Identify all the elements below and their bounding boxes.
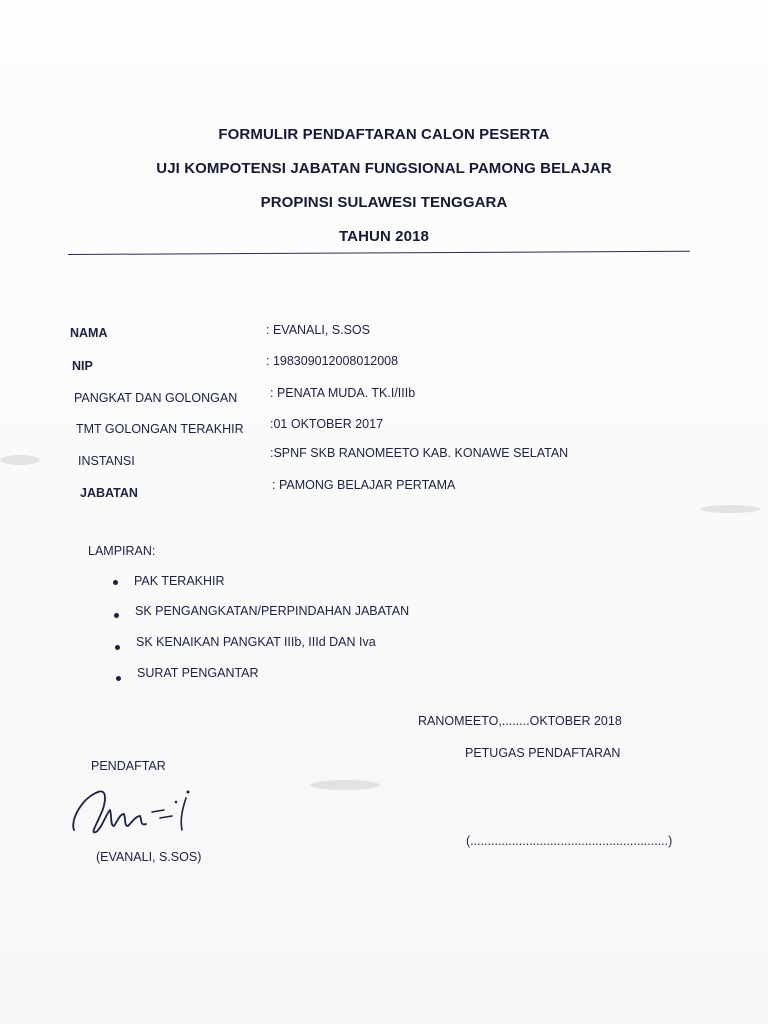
bullet-icon <box>113 580 118 585</box>
form-title-line-1: FORMULIR PENDAFTARAN CALON PESERTA <box>218 126 550 143</box>
officer-signature-blank: (.........................................................) <box>466 834 673 848</box>
lampiran-heading: LAMPIRAN: <box>88 544 156 558</box>
bullet-icon <box>116 676 121 681</box>
form-title-line-4: TAHUN 2018 <box>339 228 429 245</box>
scan-speck <box>310 780 380 790</box>
lampiran-item: PAK TERAKHIR <box>134 574 225 588</box>
field-value-tmt: :01 OKTOBER 2017 <box>270 417 384 431</box>
field-value-nama: : EVANALI, S.SOS <box>266 323 370 337</box>
registrant-name: (EVANALI, S.SOS) <box>96 850 202 864</box>
form-title-line-3: PROPINSI SULAWESI TENGGARA <box>260 194 508 211</box>
field-value-nip: : 198309012008012008 <box>266 354 399 368</box>
scan-speck <box>0 455 40 465</box>
field-value-pangkat: : PENATA MUDA. TK.I/IIIb <box>270 386 416 400</box>
field-label-instansi: INSTANSI <box>78 454 135 468</box>
field-label-nama: NAMA <box>70 326 108 340</box>
field-label-tmt: TMT GOLONGAN TERAKHIR <box>76 422 244 436</box>
field-label-pangkat: PANGKAT DAN GOLONGAN <box>74 391 238 405</box>
registrant-title: PENDAFTAR <box>91 759 166 773</box>
lampiran-item: SK PENGANGKATAN/PERPINDAHAN JABATAN <box>135 604 410 618</box>
scan-speck <box>700 505 760 513</box>
place-and-date: RANOMEETO,........OKTOBER 2018 <box>418 714 622 728</box>
officer-title: PETUGAS PENDAFTARAN <box>465 746 621 760</box>
field-value-jabatan: : PAMONG BELAJAR PERTAMA <box>272 478 456 492</box>
field-value-instansi: :SPNF SKB RANOMEETO KAB. KONAWE SELATAN <box>270 446 569 460</box>
bullet-icon <box>114 613 119 618</box>
handwritten-signature <box>68 780 228 850</box>
header-divider <box>68 251 690 255</box>
bullet-icon <box>115 645 120 650</box>
lampiran-item: SURAT PENGANTAR <box>137 666 259 680</box>
lampiran-item: SK KENAIKAN PANGKAT IIIb, IIId DAN Iva <box>136 635 376 649</box>
field-label-jabatan: JABATAN <box>80 486 138 500</box>
form-title-line-2: UJI KOMPOTENSI JABATAN FUNGSIONAL PAMONG BELAJAR <box>156 160 612 177</box>
field-label-nip: NIP <box>72 359 93 373</box>
